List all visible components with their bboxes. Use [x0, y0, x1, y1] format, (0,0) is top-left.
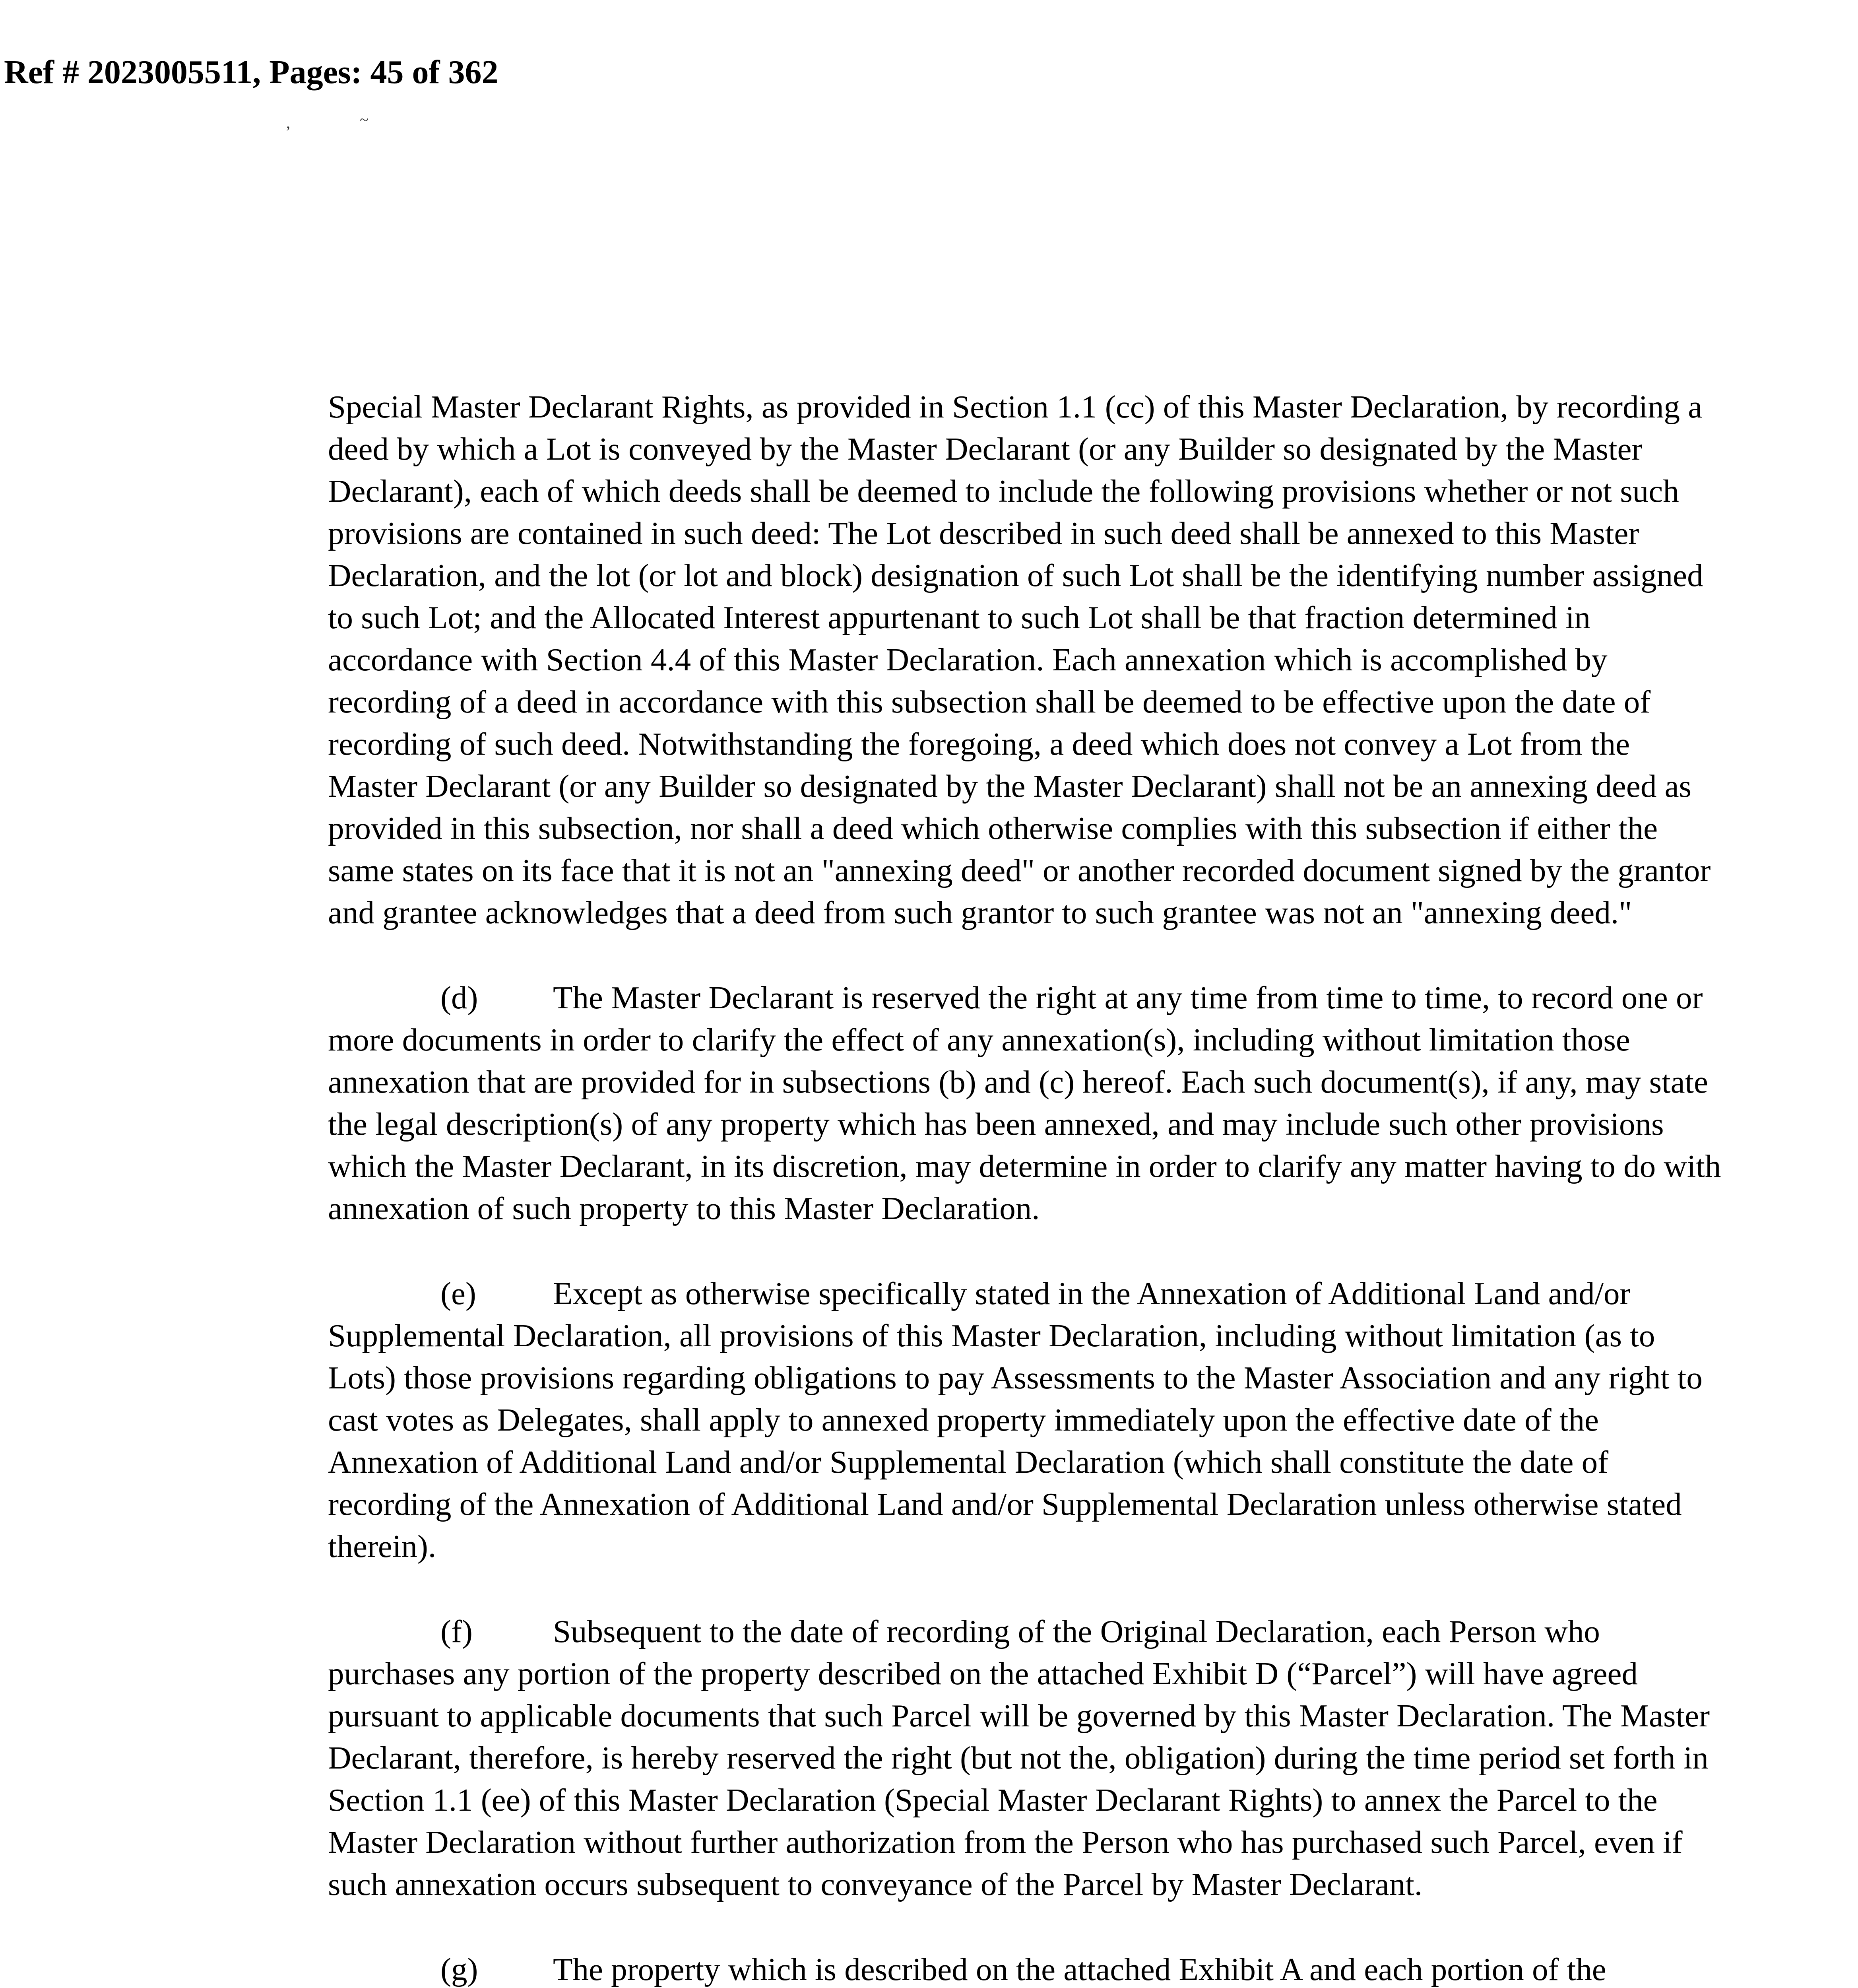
paragraph-text: The property which is described on the attached Exhibit A and each portion of the: [553, 1951, 1606, 1987]
recording-reference-header: Ref # 2023005511, Pages: 45 of 362: [4, 54, 498, 91]
paragraph-label: (d): [440, 980, 478, 1015]
paragraph-continuation: [328, 386, 1725, 934]
paragraph-label: (f): [440, 1613, 473, 1649]
paragraph-f: [328, 1610, 1725, 1905]
paragraph-text: Except as otherwise specifically stated in the Annexation of Additional Land and/or Supplemental Declaration, all provisions of this Master Declaration, including without limitation (as to Lots) those provisions regarding obligations to pay Assessments to the Master Association and any right to cast votes as Delegates, shall apply to annexed property immediately upon the effective date of the Annexation of Additional Land and/or Supplemental Declaration (which shall constitute the date of recording of the Annexation of Additional Land and/or Supplemental Declaration unless otherwise stated therein).: [328, 1276, 1703, 1564]
paragraph-text: Subsequent to the date of recording of the Original Declaration, each Person who purchases any portion of the property described on the attached Exhibit D (“Parcel”) will have agreed pursuant to applicable documents that such Parcel will be governed by this Master Declaration. The Master Declarant, therefore, is hereby reserved the right (but not the, obligation) during the time period set forth in Section 1.1 (ee) of this Master Declaration (Special Master Declarant Rights) to annex the Parcel to the Master Declaration without further authorization from the Person who has purchased such Parcel, even if such annexation occurs subsequent to conveyance of the Parcel by Master Declarant.: [328, 1613, 1710, 1902]
paragraph-text: The Master Declarant is reserved the right at any time from time to time, to record one or more documents in order to clarify the effect of any annexation(s), including without limitation those annexation that are provided for in subsections (b) and (c) hereof. Each such document(s), if any, may state the legal description(s) of any property which has been annexed, and may include such other provisions which the Master Declarant, in its discretion, may determine in order to clarify any matter having to do with annexation of such property to this Master Declaration.: [328, 980, 1721, 1226]
paragraph-d: [328, 977, 1725, 1229]
stray-mark-tilde: ~: [360, 111, 368, 129]
paragraph-label: (e): [440, 1276, 476, 1311]
paragraph-g: [328, 1948, 1725, 1988]
paragraph-label: (g): [440, 1951, 478, 1987]
document-body: [328, 386, 1725, 1988]
stray-mark-comma: ,: [286, 114, 290, 132]
paragraph-e: [328, 1272, 1725, 1567]
paragraph-text: Special Master Declarant Rights, as provided in Section 1.1 (cc) of this Master Declaration, by recording a deed by which a Lot is conveyed by the Master Declarant (or any Builder so designated by the Master Declarant), each of which deeds shall be deemed to include the following provisions whether or not such provisions are contained in such deed: The Lot described in such deed shall be annexed to this Master Declaration, and the lot (or lot and block) designation of such Lot shall be the identifying number assigned to such Lot; and the Allocated Interest appurtenant to such Lot shall be that fraction determined in accordance with Section 4.4 of this Master Declaration. Each annexation which is accomplished by recording of a deed in accordance with this subsection shall be deemed to be effective upon the date of recording of such deed. Notwithstanding the foregoing, a deed which does not convey a Lot from the Master Declarant (or any Builder so designated by the Master Declarant) shall not be an annexing deed as provided in this subsection, nor shall a deed which otherwise complies with this subsection if either the same states on its face that it is not an "annexing deed" or another recorded document signed by the grantor and grantee acknowledges that a deed from such grantor to such grantee was not an "annexing deed.": [328, 389, 1711, 930]
